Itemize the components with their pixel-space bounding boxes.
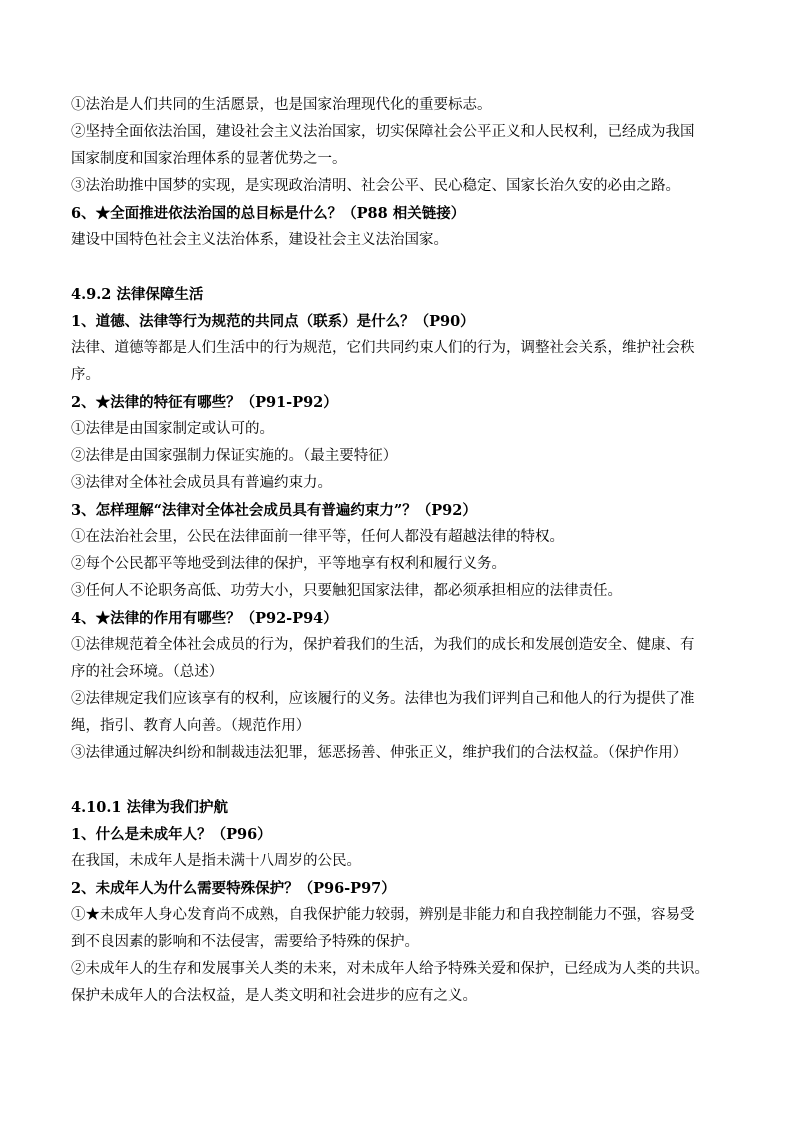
text-line: ②坚持全面依法治国，建设社会主义法治国家，切实保障社会公平正义和人民权利，已经成为我国 xyxy=(71,124,695,140)
spacer xyxy=(71,767,731,794)
text-line: 序的社会环境。（总述） xyxy=(71,664,224,680)
text-line: 序。 xyxy=(71,367,100,383)
text-line: ②法律是由国家强制力保证实施的。（最主要特征） xyxy=(71,448,398,464)
text-line: ②法律规定我们应该享有的权利，应该履行的义务。法律也为我们评判自己和他人的行为提供了准 xyxy=(71,691,695,707)
section-title: 4.9.2 法律保障生活 xyxy=(71,286,204,303)
text-line: ①在法治社会里，公民在法律面前一律平等，任何人都没有超越法律的特权。 xyxy=(71,529,564,545)
text-line: 在我国，未成年人是指未满十八周岁的公民。 xyxy=(71,853,361,869)
text-line: ③法治助推中国梦的实现，是实现政治清明、社会公平、民心稳定、国家长治久安的必由之路。 xyxy=(71,178,680,194)
text-line: ①法治是人们共同的生活愿景，也是国家治理现代化的重要标志。 xyxy=(71,97,492,113)
question-heading: 2、★法律的特征有哪些？（P91-P92） xyxy=(71,394,338,411)
question-heading: 3、怎样理解“法律对全体社会成员具有普遍约束力”？（P92） xyxy=(71,502,477,519)
text-line: ①法律是由国家制定或认可的。 xyxy=(71,421,274,437)
text-line: ②每个公民都平等地受到法律的保护，平等地享有权利和履行义务。 xyxy=(71,556,506,572)
question-heading: 6、★全面推进依法治国的总目标是什么？（P88 相关链接） xyxy=(71,205,466,222)
question-heading: 1、什么是未成年人？（P96） xyxy=(71,826,272,843)
text-line: ③任何人不论职务高低、功劳大小，只要触犯国家法律，都必须承担相应的法律责任。 xyxy=(71,583,622,599)
text-line: ③法律通过解决纠纷和制裁违法犯罪，惩恶扬善、伸张正义，维护我们的合法权益。（保护作用） xyxy=(71,745,688,761)
spacer xyxy=(71,254,731,281)
text-line: ①法律规范着全体社会成员的行为，保护着我们的生活，为我们的成长和发展创造安全、健康、有 xyxy=(71,637,695,653)
text-line: 绳，指引、教育人向善。（规范作用） xyxy=(71,718,311,734)
text-line: 建设中国特色社会主义法治体系，建设社会主义法治国家。 xyxy=(71,232,448,248)
text-line: 到不良因素的影响和不法侵害，需要给予特殊的保护。 xyxy=(71,934,419,950)
section-title: 4.10.1 法律为我们护航 xyxy=(71,799,229,816)
question-heading: 2、未成年人为什么需要特殊保护？（P96-P97） xyxy=(71,880,396,897)
question-heading: 4、★法律的作用有哪些？（P92-P94） xyxy=(71,610,338,627)
text-line: 保护未成年人的合法权益，是人类文明和社会进步的应有之义。 xyxy=(71,988,477,1004)
question-heading: 1、道德、法律等行为规范的共同点（联系）是什么？（P90） xyxy=(71,313,475,330)
text-line: 国家制度和国家治理体系的显著优势之一。 xyxy=(71,151,347,167)
text-line: ①★未成年人身心发育尚不成熟，自我保护能力较弱，辨别是非能力和自我控制能力不强，容易受 xyxy=(71,907,695,923)
text-line: 法律、道德等都是人们生活中的行为规范，它们共同约束人们的行为，调整社会关系，维护社会秩 xyxy=(71,340,695,356)
text-line: ③法律对全体社会成员具有普遍约束力。 xyxy=(71,475,332,491)
document-page xyxy=(71,92,731,1010)
text-line: ②未成年人的生存和发展事关人类的未来，对未成年人给予特殊关爱和保护，已经成为人类的共识。 xyxy=(71,961,709,977)
